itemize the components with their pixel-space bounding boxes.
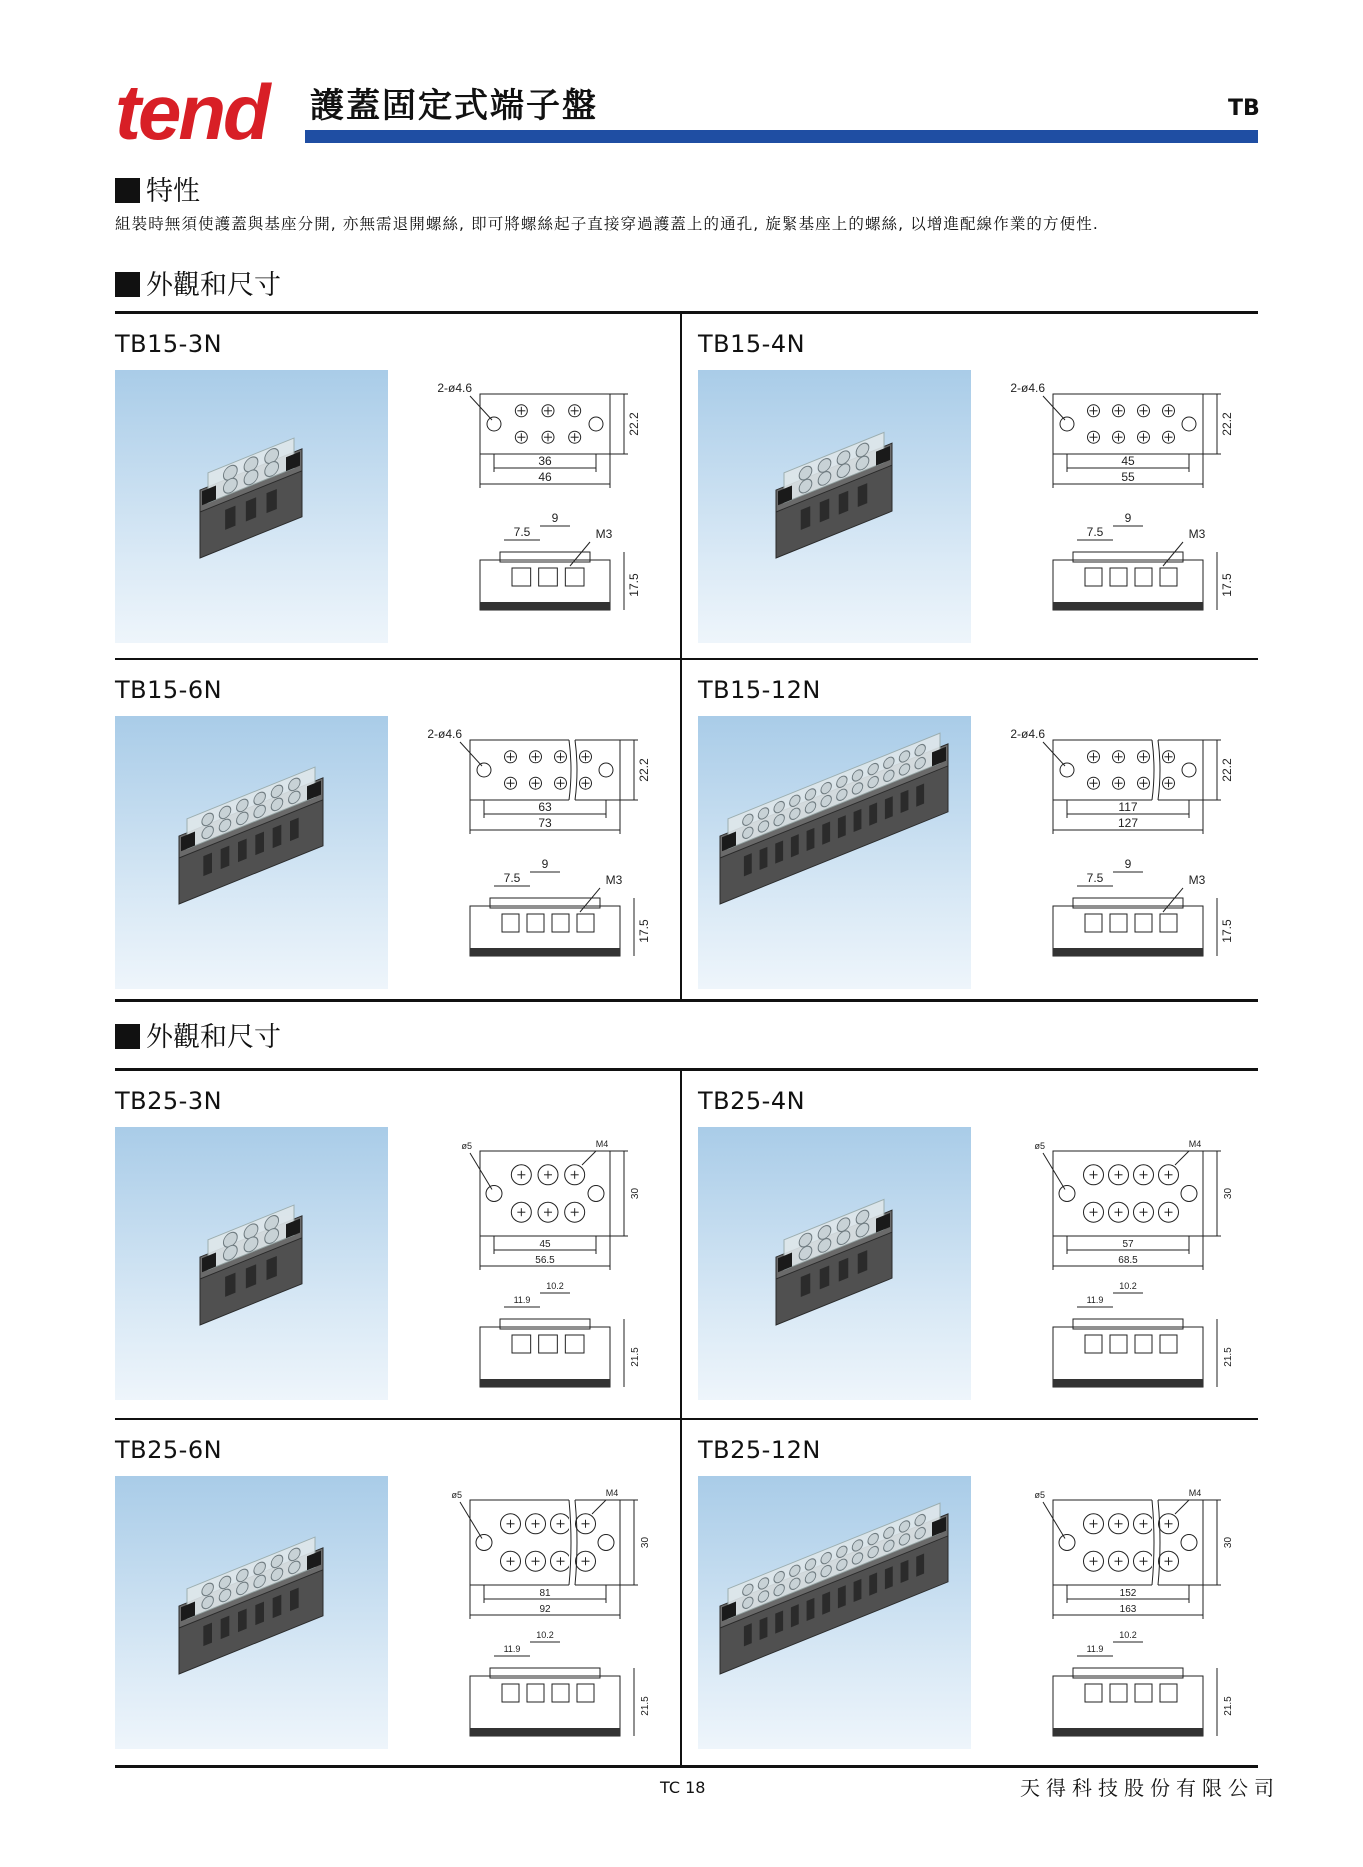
terminal-slot: [1135, 1335, 1152, 1353]
inner-dimension: 45: [539, 1239, 551, 1250]
section-rule: [115, 1765, 1258, 1768]
pitch-a-dimension: 11.9: [503, 1644, 521, 1654]
section-heading-tb15: 外觀和尺寸: [115, 270, 281, 302]
page-title: 護蓋固定式端子盤: [310, 86, 598, 126]
top-view-outline: [1053, 394, 1203, 454]
screw-label: M4: [1188, 1139, 1202, 1149]
height-dimension: 30: [1223, 1187, 1234, 1200]
mount-hole-icon: [486, 1186, 502, 1202]
height-dimension: 22.2: [637, 758, 651, 782]
terminal-block-body: [776, 1196, 892, 1325]
top-view-outline: [1053, 740, 1203, 800]
terminal-slot: [1135, 568, 1152, 586]
section-rule: [115, 1068, 1258, 1071]
terminal-slot: [565, 568, 584, 586]
pitch-b-dimension: 10.2: [546, 1281, 564, 1291]
terminal-slot: [527, 1684, 544, 1702]
outer-dimension: 163: [1119, 1604, 1137, 1615]
row-divider: [115, 1418, 1258, 1420]
hole-label: 2-ø4.6: [1010, 727, 1045, 741]
height-dimension: 22.2: [627, 412, 641, 436]
terminal-slot: [552, 1684, 569, 1702]
top-view-outline: [480, 1151, 610, 1236]
dimension-drawing: [400, 716, 660, 1000]
series-code: TB: [1228, 96, 1260, 121]
product-photo: [698, 1476, 971, 1749]
terminal-slot: [1160, 1335, 1177, 1353]
depth-dimension: 21.5: [630, 1347, 641, 1367]
terminal-block-body: [720, 730, 948, 904]
inner-dimension: 57: [1122, 1239, 1134, 1250]
outer-dimension: 46: [538, 470, 552, 484]
terminal-slot: [512, 1335, 531, 1353]
height-dimension: 30: [1223, 1536, 1234, 1549]
pitch-a-dimension: 7.5: [1086, 525, 1104, 539]
terminal-block-body: [179, 764, 323, 904]
screw-label: M3: [605, 873, 623, 887]
product-photo: [115, 1476, 388, 1749]
inner-dimension: 81: [539, 1588, 551, 1599]
dimension-drawing: [400, 370, 660, 654]
mount-hole-icon: [598, 1535, 614, 1551]
dimension-drawing: [983, 716, 1243, 1000]
model-label: TB15-4N: [698, 330, 806, 358]
pitch-a-dimension: 11.9: [513, 1295, 531, 1305]
height-dimension: 30: [640, 1536, 651, 1549]
terminal-slot: [1085, 1335, 1102, 1353]
hole-label: 2-ø4.6: [437, 381, 472, 395]
pitch-b-dimension: 9: [541, 857, 549, 871]
mount-hole-icon: [599, 763, 613, 777]
mount-hole-icon: [1059, 1186, 1075, 1202]
dimension-drawing: [983, 1476, 1243, 1760]
pitch-b-dimension: 10.2: [1119, 1630, 1137, 1640]
pitch-b-dimension: 10.2: [1119, 1281, 1137, 1291]
hole-label: ø5: [461, 1141, 472, 1151]
model-label: TB25-4N: [698, 1087, 806, 1115]
product-photo: [698, 716, 971, 989]
terminal-slot: [577, 914, 594, 932]
header-bar: [305, 130, 1258, 143]
mount-hole-icon: [1182, 763, 1196, 777]
bullet-square-icon: [115, 1024, 140, 1049]
terminal-slot: [539, 1335, 558, 1353]
depth-dimension: 21.5: [1223, 1347, 1234, 1367]
mount-hole-icon: [477, 763, 491, 777]
mount-hole-icon: [1181, 1535, 1197, 1551]
mount-hole-icon: [1060, 763, 1074, 777]
product-photo: [115, 1127, 388, 1400]
model-label: TB15-12N: [698, 676, 821, 704]
hole-label: 2-ø4.6: [1010, 381, 1045, 395]
mount-hole-icon: [1060, 417, 1074, 431]
outer-dimension: 68.5: [1118, 1255, 1138, 1266]
pitch-a-dimension: 7.5: [1086, 871, 1104, 885]
hole-label: ø5: [1034, 1490, 1045, 1500]
terminal-slot: [1160, 568, 1177, 586]
product-photo: [115, 716, 388, 989]
terminal-slot: [1160, 914, 1177, 932]
inner-dimension: 117: [1118, 800, 1138, 814]
outer-dimension: 55: [1121, 470, 1135, 484]
inner-dimension: 45: [1121, 454, 1135, 468]
outer-dimension: 92: [539, 1604, 551, 1615]
screw-label: M4: [595, 1139, 609, 1149]
side-view-outline: [480, 1327, 610, 1387]
hole-label: 2-ø4.6: [427, 727, 462, 741]
section-rule: [115, 311, 1258, 314]
model-label: TB25-3N: [115, 1087, 223, 1115]
terminal-slot: [1110, 914, 1127, 932]
product-photo: [698, 370, 971, 643]
pitch-b-dimension: 9: [1124, 857, 1132, 871]
terminal-block-body: [720, 1500, 948, 1674]
mount-hole-icon: [1059, 1535, 1075, 1551]
depth-dimension: 17.5: [1220, 919, 1234, 943]
terminal-block-body: [179, 1534, 323, 1674]
model-label: TB25-12N: [698, 1436, 821, 1464]
column-divider: [680, 1070, 682, 1765]
screw-label: M3: [1188, 527, 1206, 541]
terminal-slot: [565, 1335, 584, 1353]
terminal-slot: [1135, 914, 1152, 932]
height-dimension: 22.2: [1220, 758, 1234, 782]
mount-hole-icon: [588, 1186, 604, 1202]
terminal-block-body: [776, 429, 892, 558]
mount-hole-icon: [1181, 1186, 1197, 1202]
mount-hole-icon: [476, 1535, 492, 1551]
inner-dimension: 63: [538, 800, 552, 814]
dimension-drawing: [400, 1476, 660, 1760]
model-label: TB25-6N: [115, 1436, 223, 1464]
top-view-outline: [480, 394, 610, 454]
bullet-square-icon: [115, 178, 140, 203]
terminal-slot: [1135, 1684, 1152, 1702]
hole-label: ø5: [1034, 1141, 1045, 1151]
depth-dimension: 21.5: [1223, 1696, 1234, 1716]
pitch-a-dimension: 7.5: [503, 871, 521, 885]
depth-dimension: 17.5: [637, 919, 651, 943]
pitch-b-dimension: 9: [1124, 511, 1132, 525]
terminal-slot: [577, 1684, 594, 1702]
height-dimension: 22.2: [1220, 412, 1234, 436]
pitch-b-dimension: 9: [551, 511, 559, 525]
side-view-outline: [470, 1676, 620, 1736]
row-divider: [115, 658, 1258, 660]
column-divider: [680, 313, 682, 999]
terminal-slot: [1085, 914, 1102, 932]
section-heading-tb25: 外觀和尺寸: [115, 1022, 281, 1054]
height-dimension: 30: [630, 1187, 641, 1200]
terminal-slot: [502, 1684, 519, 1702]
terminal-slot: [502, 914, 519, 932]
screw-label: M3: [595, 527, 613, 541]
inner-dimension: 152: [1119, 1588, 1137, 1599]
product-photo: [115, 370, 388, 643]
outer-dimension: 73: [538, 816, 552, 830]
depth-dimension: 17.5: [1220, 573, 1234, 597]
side-view-outline: [1053, 1676, 1203, 1736]
mount-hole-icon: [1182, 417, 1196, 431]
mount-hole-icon: [487, 417, 501, 431]
pitch-a-dimension: 11.9: [1086, 1295, 1104, 1305]
brand-logo: tend: [115, 68, 268, 156]
model-label: TB15-6N: [115, 676, 223, 704]
terminal-slot: [1085, 1684, 1102, 1702]
terminal-block-body: [200, 435, 302, 558]
page-number: TC 18: [660, 1778, 706, 1797]
dimension-drawing: [400, 1127, 660, 1411]
dimension-drawing: [983, 370, 1243, 654]
depth-dimension: 17.5: [627, 573, 641, 597]
terminal-slot: [552, 914, 569, 932]
screw-label: M4: [1188, 1488, 1202, 1498]
hole-label: ø5: [451, 1490, 462, 1500]
outer-dimension: 127: [1117, 816, 1139, 830]
dimension-drawing: [983, 1127, 1243, 1411]
terminal-slot: [1160, 1684, 1177, 1702]
depth-dimension: 21.5: [640, 1696, 651, 1716]
screw-label: M4: [605, 1488, 619, 1498]
product-photo: [698, 1127, 971, 1400]
pitch-b-dimension: 10.2: [536, 1630, 554, 1640]
outer-dimension: 56.5: [535, 1255, 555, 1266]
pitch-a-dimension: 7.5: [513, 525, 531, 539]
inner-dimension: 36: [538, 454, 552, 468]
features-heading: 特性: [115, 176, 200, 208]
pitch-a-dimension: 11.9: [1086, 1644, 1104, 1654]
top-view-outline: [470, 740, 620, 800]
terminal-slot: [1085, 568, 1102, 586]
terminal-block-body: [200, 1202, 302, 1325]
bullet-square-icon: [115, 272, 140, 297]
terminal-slot: [1110, 568, 1127, 586]
terminal-slot: [527, 914, 544, 932]
screw-label: M3: [1188, 873, 1206, 887]
terminal-slot: [1110, 1684, 1127, 1702]
features-text: 組裝時無須使護蓋與基座分開, 亦無需退開螺絲, 即可將螺絲起子直接穿過護蓋上的通孔, 旋緊基座上的螺絲, 以增進配線作業的方便性.: [115, 215, 1099, 233]
mount-hole-icon: [589, 417, 603, 431]
side-view-outline: [1053, 1327, 1203, 1387]
terminal-slot: [1110, 1335, 1127, 1353]
terminal-slot: [539, 568, 558, 586]
company-name: 天得科技股份有限公司: [1020, 1776, 1280, 1800]
model-label: TB15-3N: [115, 330, 223, 358]
terminal-slot: [512, 568, 531, 586]
